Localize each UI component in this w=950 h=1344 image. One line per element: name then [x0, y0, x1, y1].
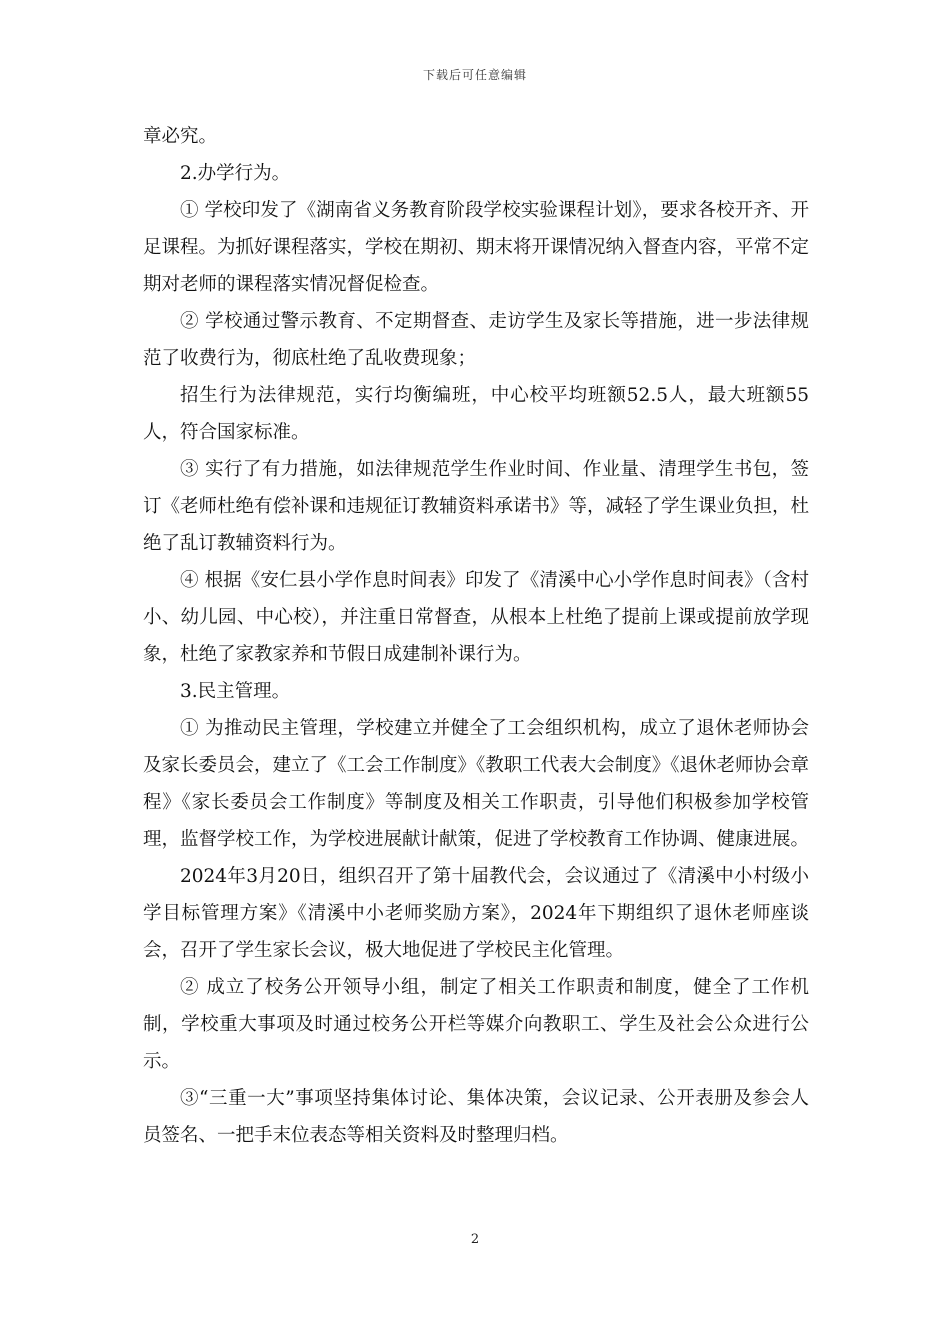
paragraph-congress: 2024年3月20日，组织召开了第十届教代会，会议通过了《清溪中小村级小学目标管理方案》《清溪中小老师奖励方案》，2024年下期组织了退休老师座谈会，召开了学生家长会议，极大地促进了学校民主化管理。: [143, 866, 809, 961]
paragraph-enrollment: 招生行为法律规范，实行均衡编班，中心校平均班额52.5人，最大班额55人，符合国家标准。: [143, 385, 809, 443]
paragraph-fees: ② 学校通过警示教育、不定期督查、走访学生及家长等措施，进一步法律规范了收费行为，彻底杜绝了乱收费现象；: [143, 311, 809, 369]
section-heading-school-conduct: 2.办学行为。: [180, 163, 291, 184]
paragraph-transparency: ② 成立了校务公开领导小组，制定了相关工作职责和制度，健全了工作机制，学校重大事项及时通过校务公开栏等媒介向教职工、学生及社会公众进行公示。: [143, 977, 809, 1072]
paragraph-schedule: ④ 根据《安仁县小学作息时间表》印发了《清溪中心小学作息时间表》（含村小、幼儿园、中心校），并注重日常督查，从根本上杜绝了提前上课或提前放学现象，杜绝了家教家养和节假日成建制补课行为。: [143, 570, 809, 665]
paragraph-continuation: 章必究。: [143, 126, 218, 147]
paragraph-collective-decision: ③“三重一大”事项坚持集体讨论、集体决策，会议记录、公开表册及参会人员签名、一把手末位表态等相关资料及时整理归档。: [143, 1088, 809, 1146]
document-body: [143, 118, 809, 1154]
paragraph-homework: ③ 实行了有力措施，如法律规范学生作业时间、作业量、清理学生书包，签订《老师杜绝有偿补课和违规征订教辅资料承诺书》等，减轻了学生课业负担，杜绝了乱订教辅资料行为。: [143, 459, 810, 554]
section-heading-democratic-management: 3.民主管理。: [180, 681, 291, 702]
paragraph-union: ① 为推动民主管理，学校建立并健全了工会组织机构，成立了退休老师协会及家长委员会，建立了《工会工作制度》《教职工代表大会制度》《退休老师协会章程》《家长委员会工作制度》等制度及相关工作职责，引导他们积极参加学校管理，监督学校工作，为学校进展献计献策，促进了学校教育工作协调、健康进展。: [143, 718, 810, 850]
paragraph-curriculum: ① 学校印发了《湖南省义务教育阶段学校实验课程计划》，要求各校开齐、开足课程。为抓好课程落实，学校在期初、期末将开课情况纳入督查内容，平常不定期对老师的课程落实情况督促检查。: [143, 200, 810, 295]
page-number: 2: [470, 1232, 480, 1247]
page-header: 下载后可任意编辑: [422, 68, 527, 82]
